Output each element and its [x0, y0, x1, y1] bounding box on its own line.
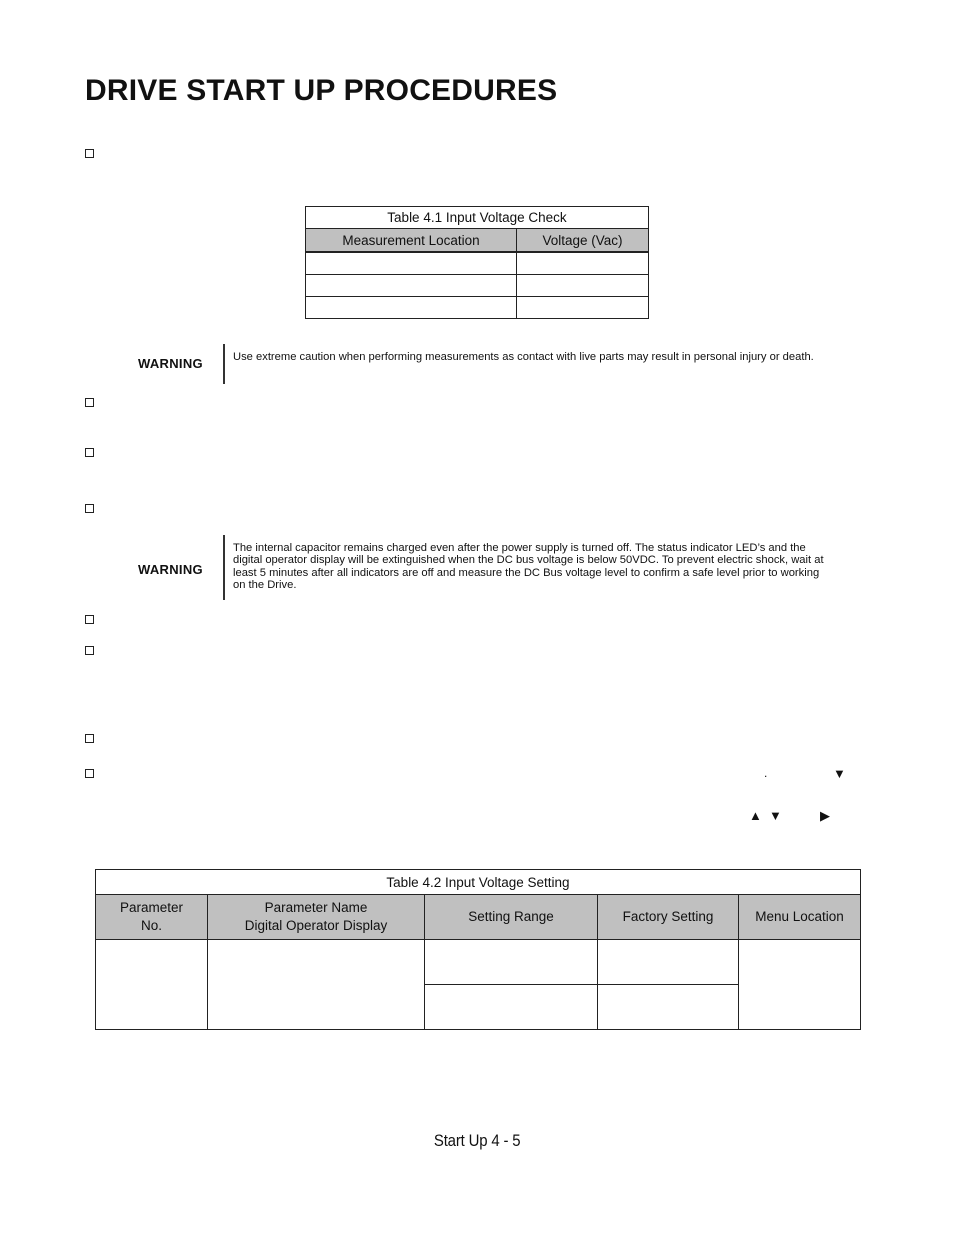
warning-text: The internal capacitor remains charged even after the power supply is turned off. The status indicator LED’s and the digital operator display will be extinguished when the DC bus voltage is below 50VDC. To prevent electric shock, wait at least 5 minutes after all indicators are off and measure the DC Bus voltage level to confirm a safe level prior to working on the Drive. [233, 542, 824, 592]
table-row [306, 297, 649, 319]
column-header-measurement-location: Measurement Location [306, 229, 517, 253]
table-cell [517, 252, 649, 275]
column-header-parameter-name [208, 895, 425, 940]
table-cell [598, 940, 739, 985]
table-cell [425, 985, 598, 1030]
table-cell [306, 275, 517, 297]
step-checkbox-1[interactable] [85, 149, 94, 158]
warning-divider [223, 535, 225, 600]
table-cell [306, 252, 517, 275]
step-checkbox-7[interactable] [85, 734, 94, 743]
table-cell [96, 940, 208, 1030]
column-header-voltage: Voltage (Vac) [517, 229, 649, 253]
step-checkbox-5[interactable] [85, 615, 94, 624]
down-arrow-icon: ▼ [833, 766, 846, 781]
page-footer [0, 1131, 954, 1151]
page-number: Start Up 4 - 5 [433, 1131, 521, 1150]
warning-text: Use extreme caution when performing measurements as contact with live parts may result in personal injury or death. [233, 351, 814, 363]
warning-label: WARNING [138, 356, 203, 371]
table-row [96, 940, 861, 985]
input-voltage-setting-table [95, 869, 861, 1030]
column-header-factory-setting: Factory Setting [598, 895, 739, 940]
table-cell [208, 940, 425, 1030]
period-mark: . [764, 766, 768, 780]
table-cell [425, 940, 598, 985]
warning-label: WARNING [138, 562, 203, 577]
warning-divider [223, 344, 225, 384]
header-line: Parameter [119, 900, 184, 915]
input-voltage-check-table [305, 206, 649, 319]
table-cell [517, 297, 649, 319]
table-caption: Table 4.2 Input Voltage Setting [96, 870, 861, 895]
table-row [306, 275, 649, 297]
table-caption: Table 4.1 Input Voltage Check [306, 207, 649, 229]
header-line: Parameter Name [264, 900, 368, 915]
page-title: DRIVE START UP PROCEDURES [85, 74, 558, 107]
header-line: Digital Operator Display [244, 918, 388, 933]
step-checkbox-6[interactable] [85, 646, 94, 655]
table-cell [739, 940, 861, 1030]
header-line: No. [140, 918, 162, 933]
column-header-setting-range: Setting Range [425, 895, 598, 940]
column-header-menu-location: Menu Location [739, 895, 861, 940]
up-arrow-icon: ▲ [749, 808, 762, 823]
table-cell [306, 297, 517, 319]
right-arrow-icon: ▶ [820, 808, 830, 823]
step-checkbox-2[interactable] [85, 398, 94, 407]
step-checkbox-8[interactable] [85, 769, 94, 778]
column-header-parameter-no [96, 895, 208, 940]
table-row [306, 252, 649, 275]
table-cell [598, 985, 739, 1030]
down-arrow-icon: ▼ [769, 808, 782, 823]
table-cell [517, 275, 649, 297]
step-checkbox-4[interactable] [85, 504, 94, 513]
step-checkbox-3[interactable] [85, 448, 94, 457]
